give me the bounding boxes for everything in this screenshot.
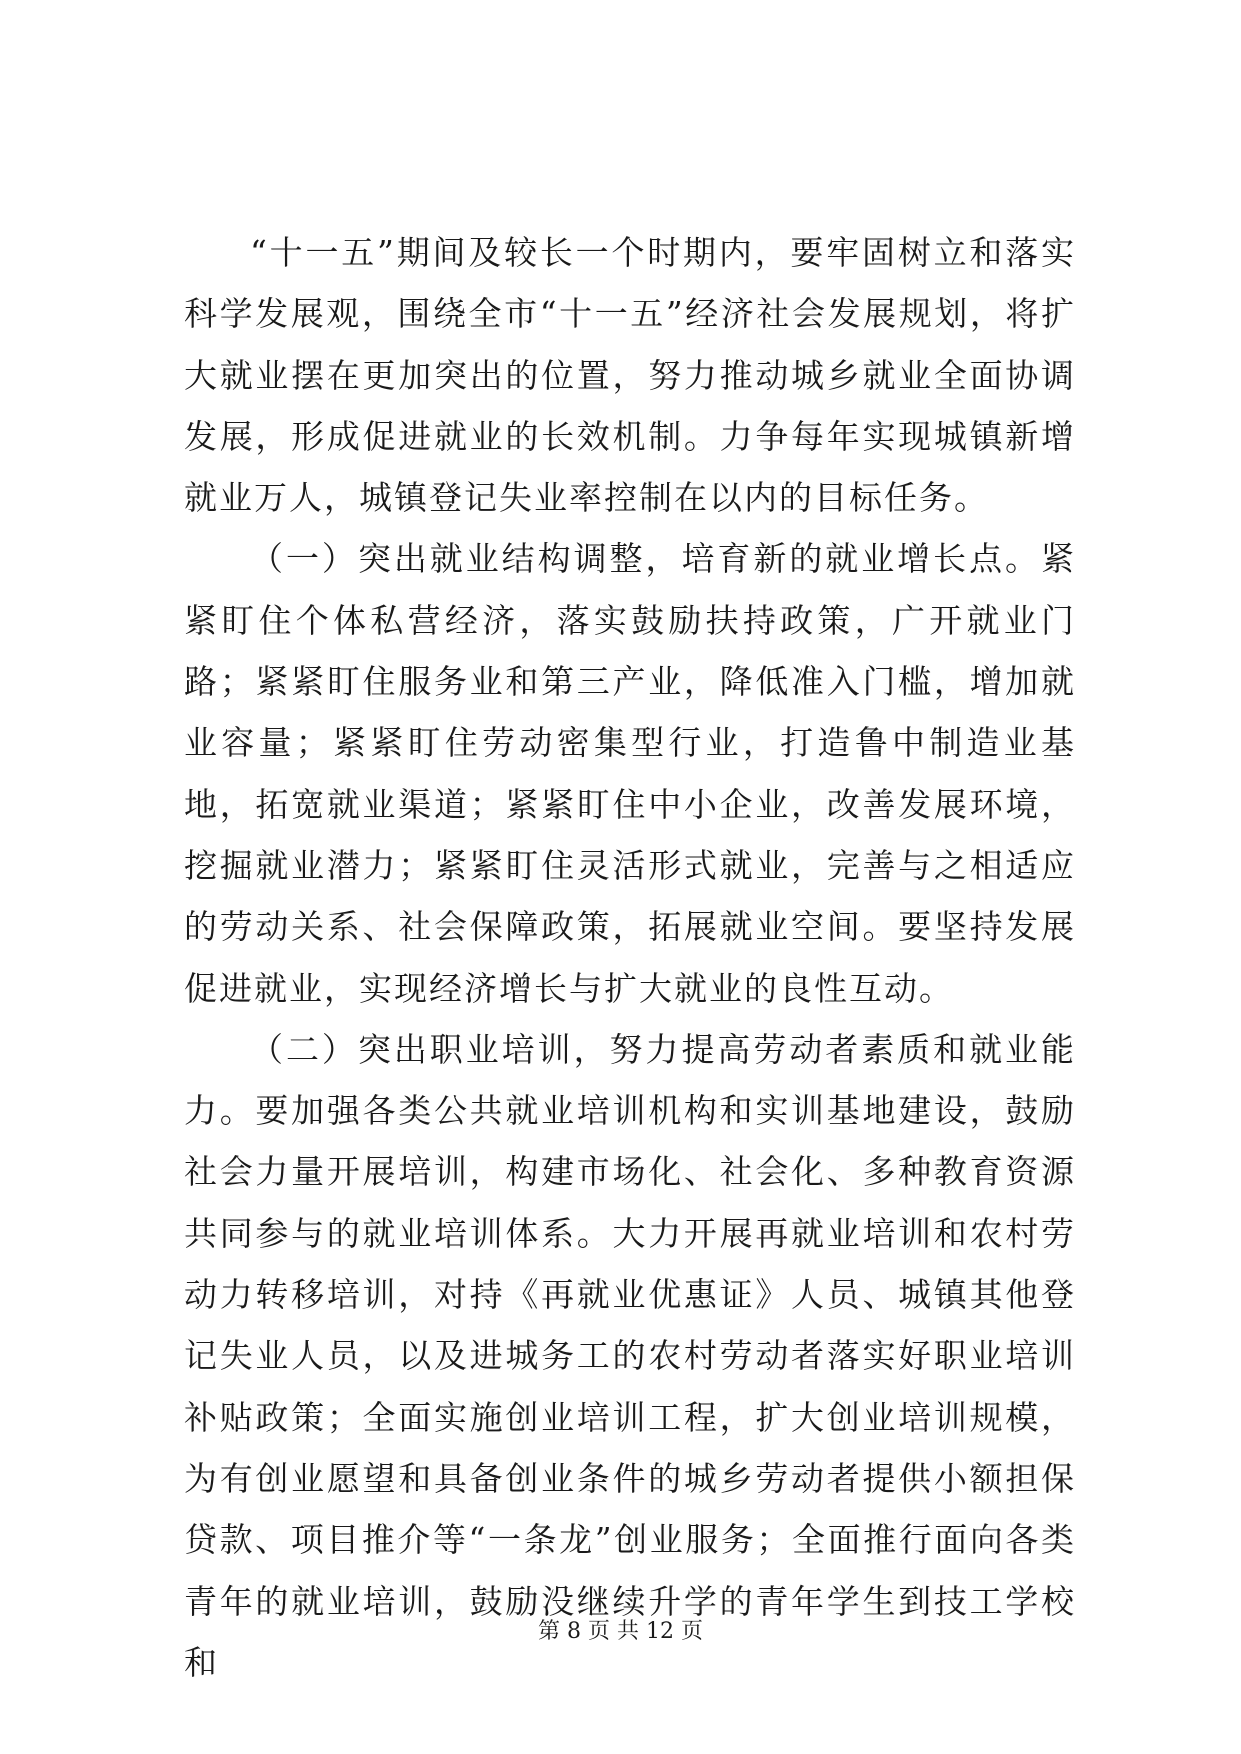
paragraph-section-1: （一）突出就业结构调整，培育新的就业增长点。紧紧盯住个体私营经济，落实鼓励扶持政策，广开就业门路；紧紧盯住服务业和第三产业，降低准入门槛，增加就业容量；紧紧盯住劳动密集型行业，打造鲁中制造业基地，拓宽就业渠道；紧紧盯住中小企业，改善发展环境，挖掘就业潜力；紧紧盯住灵活形式就业，完善与之相适应的劳动关系、社会保障政策，拓展就业空间。要坚持发展促进就业，实现经济增长与扩大就业的良性互动。 (184, 539, 1076, 1008)
paragraph-intro: “十一五”期间及较长一个时期内，要牢固树立和落实科学发展观，围绕全市“十一五”经济社会发展规划，将扩大就业摆在更加突出的位置，努力推动城乡就业全面协调发展，形成促进就业的长效机制。力争每年实现城镇新增就业万人，城镇登记失业率控制在以内的目标任务。 (184, 233, 1076, 518)
paragraph-section-2: （二）突出职业培训，努力提高劳动者素质和就业能力。要加强各类公共就业培训机构和实训基地建设，鼓励社会力量开展培训，构建市场化、社会化、多种教育资源共同参与的就业培训体系。大力开展再就业培训和农村劳动力转移培训，对持《再就业优惠证》人员、城镇其他登记失业人员，以及进城务工的农村劳动者落实好职业培训补贴政策；全面实施创业培训工程，扩大创业培训规模，为有创业愿望和具备创业条件的城乡劳动者提供小额担保贷款、项目推介等“一条龙”创业服务；全面推行面向各类青年的就业培训，鼓励没继续升学的青年学生到技工学校和 (184, 1029, 1076, 1682)
document-body (184, 222, 1076, 1693)
page-footer: 第 8 页 共 12 页 (538, 1619, 703, 1644)
